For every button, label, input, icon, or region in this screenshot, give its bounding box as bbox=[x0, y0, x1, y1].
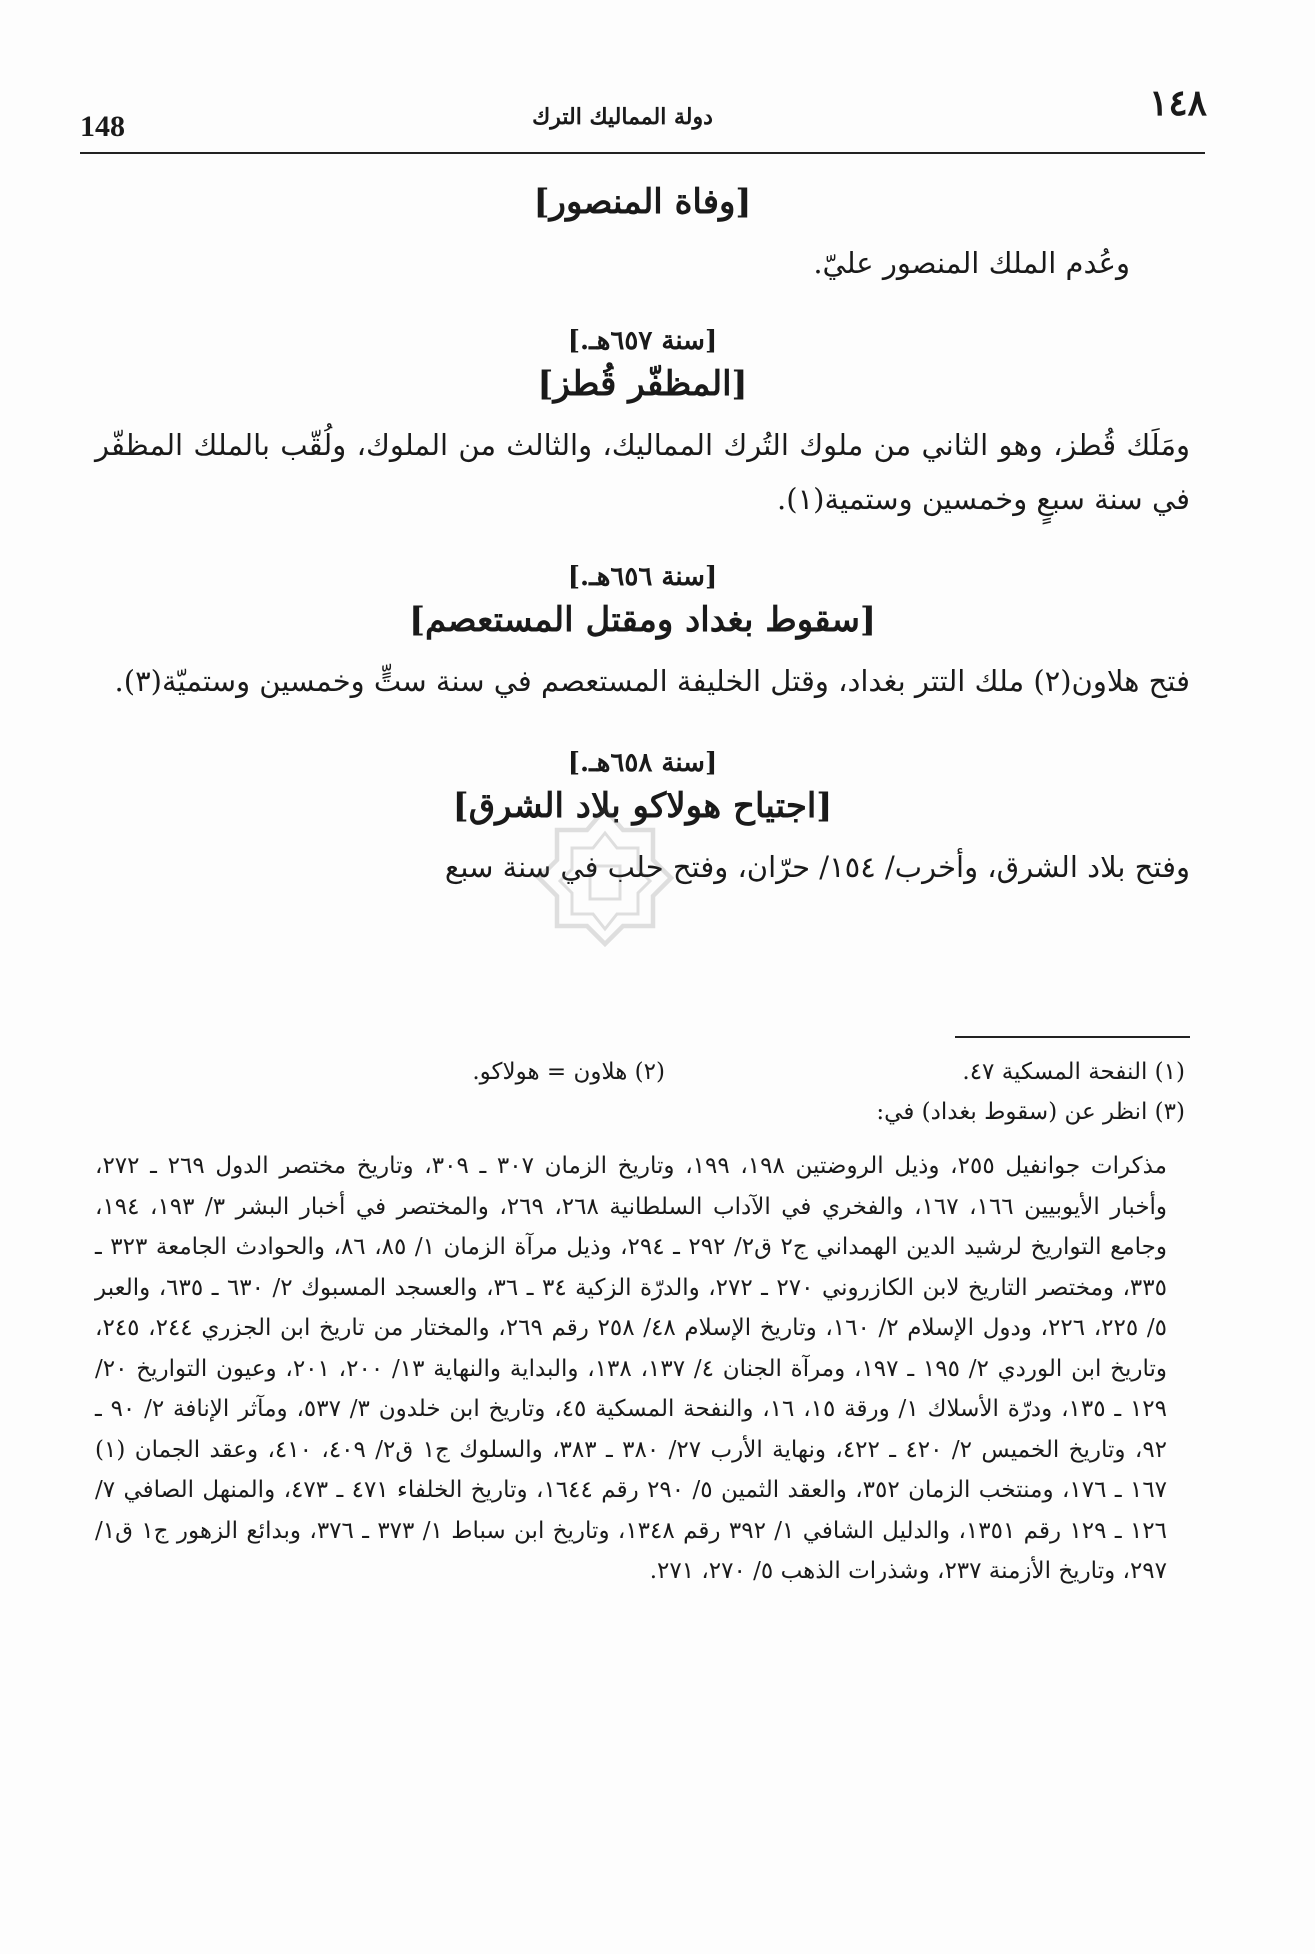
section-paragraph: وفتح بلاد الشرق، وأخرب/ ١٥٤/ حرّان، وفتح حلب في سنة سبع bbox=[444, 850, 1190, 884]
footnote-3-references: مذكرات جوانفيل ٢٥٥، وذيل الروضتين ١٩٨، ١٩٩، وتاريخ الزمان ٣٠٧ ـ ٣٠٩، وتاريخ مختصر الدول ٢٦٩ ـ ٢٧٢، وأخبار الأيوبيين ١٦٦، ١٦٧، والفخري في الآداب السلطانية ٢٦٨، ٢٦٩، والمختصر في أخبار البشر ٣/ ١٩٣، ١٩٤، وجامع التواريخ لرشيد الدين الهمداني ج٢ ق٢/ ٢٩٢ ـ ٢٩٤، وذيل مرآة الزمان ١/ ٨٥، ٨٦، والحوادث الجامعة ٣٢٣ ـ ٣٣٥، ومختصر التاريخ لابن الكازروني ٢٧٠ ـ ٢٧٢، والدرّة الزكية ٣٤ ـ ٣٦، والعسجد المسبوك ٢/ ٦٣٠ ـ ٦٣٥، والعبر ٥/ ٢٢٥، ٢٢٦، ودول الإسلام ٢/ ١٦٠، وتاريخ الإسلام ٤٨/ ٢٥٨ رقم ٢٦٩، والمختار من تاريخ ابن الجزري ٢٤٤، ٢٤٥، وتاريخ ابن الوردي ٢/ ١٩٥ ـ ١٩٧، ومرآة الجنان ٤/ ١٣٧، ١٣٨، والبداية والنهاية ١٣/ ٢٠٠، ٢٠١، وعيون التواريخ ٢٠/ ١٢٩ ـ ١٣٥، ودرّة الأسلاك ١/ ورقة ١٥، ١٦، والنفحة المسكية ٤٥، وتاريخ ابن خلدون ٣/ ٥٣٧، ومآثر الإنافة ٢/ ٩٠ ـ ٩٢، وتاريخ الخميس ٢/ ٤٢٠ ـ ٤٢٢، ونهاية الأرب ٢٧/ ٣٨٠ ـ ٣٨٣، والسلوك ج١ ق٢/ ٤٠٩، ٤١٠، وعقد الجمان (١) ١٦٧ ـ ١٧٦، ومنتخب الزمان ٣٥٢، والعقد الثمين ٥/ ٢٩٠ رقم ١٦٤٤، وتاريخ الخلفاء ٤٧١ ـ ٤٧٣، والمنهل الصافي ٧/ ١٢٦ ـ ١٢٩ رقم ١٣٥١، والدليل الشافي ١/ ٣٩٢ رقم ١٣٤٨، وتاريخ ابن سباط ١/ ٣٧٣ ـ ٣٧٦، وبدائع الزهور ج١ ق١/ ٢٩٧، وتاريخ الأزمنة ٢٣٧، وشذرات الذهب ٥/ ٢٧٠، ٢٧١. bbox=[95, 1153, 1168, 1584]
section-heading: [اجتياح هولاكو بلاد الشرق] bbox=[452, 786, 833, 826]
running-head bbox=[80, 82, 1207, 143]
footnote-separator bbox=[955, 1036, 1190, 1038]
main-text bbox=[95, 160, 1190, 894]
section-heading: [المظفّر قُطز] bbox=[537, 364, 748, 404]
section-paragraph: ومَلَك قُطز، وهو الثاني من ملوك التُرك المماليك، والثالث من الملوك، ولُقّب بالملك المظفّر في سنة سبعٍ وخمسين وستمية(١). bbox=[95, 428, 1190, 516]
year-label: [سنة ٦٥٧هـ.] bbox=[567, 326, 718, 356]
footnote-row bbox=[95, 1052, 1185, 1092]
footnote-3-intro: (٣) انظر عن (سقوط بغداد) في: bbox=[876, 1099, 1185, 1125]
year-label: [سنة ٦٥٨هـ.] bbox=[567, 748, 718, 778]
section-paragraph: فتح هلاون(٢) ملك التتر بغداد، وقتل الخليفة المستعصم في سنة ستٍّ وخمسين وستميّة(٣). bbox=[114, 664, 1190, 698]
section-heading: [سقوط بغداد ومقتل المستعصم] bbox=[408, 600, 877, 640]
page-number-latin: 148 bbox=[80, 110, 125, 143]
section-heading: [وفاة المنصور] bbox=[533, 182, 752, 222]
footnote-2: (٢) هلاون = هولاكو. bbox=[472, 1059, 665, 1085]
page-number-arabic: ١٤٨ bbox=[1148, 82, 1207, 124]
year-label: [سنة ٦٥٦هـ.] bbox=[567, 562, 718, 592]
library-seal-icon bbox=[530, 800, 680, 950]
section-paragraph: وعُدم الملك المنصور عليّ. bbox=[813, 246, 1130, 280]
footnotes bbox=[95, 1052, 1185, 1592]
running-title: دولة المماليك الترك bbox=[532, 104, 713, 130]
header-rule bbox=[80, 152, 1205, 154]
footnote-1: (١) النفحة المسكية ٤٧. bbox=[962, 1059, 1185, 1085]
